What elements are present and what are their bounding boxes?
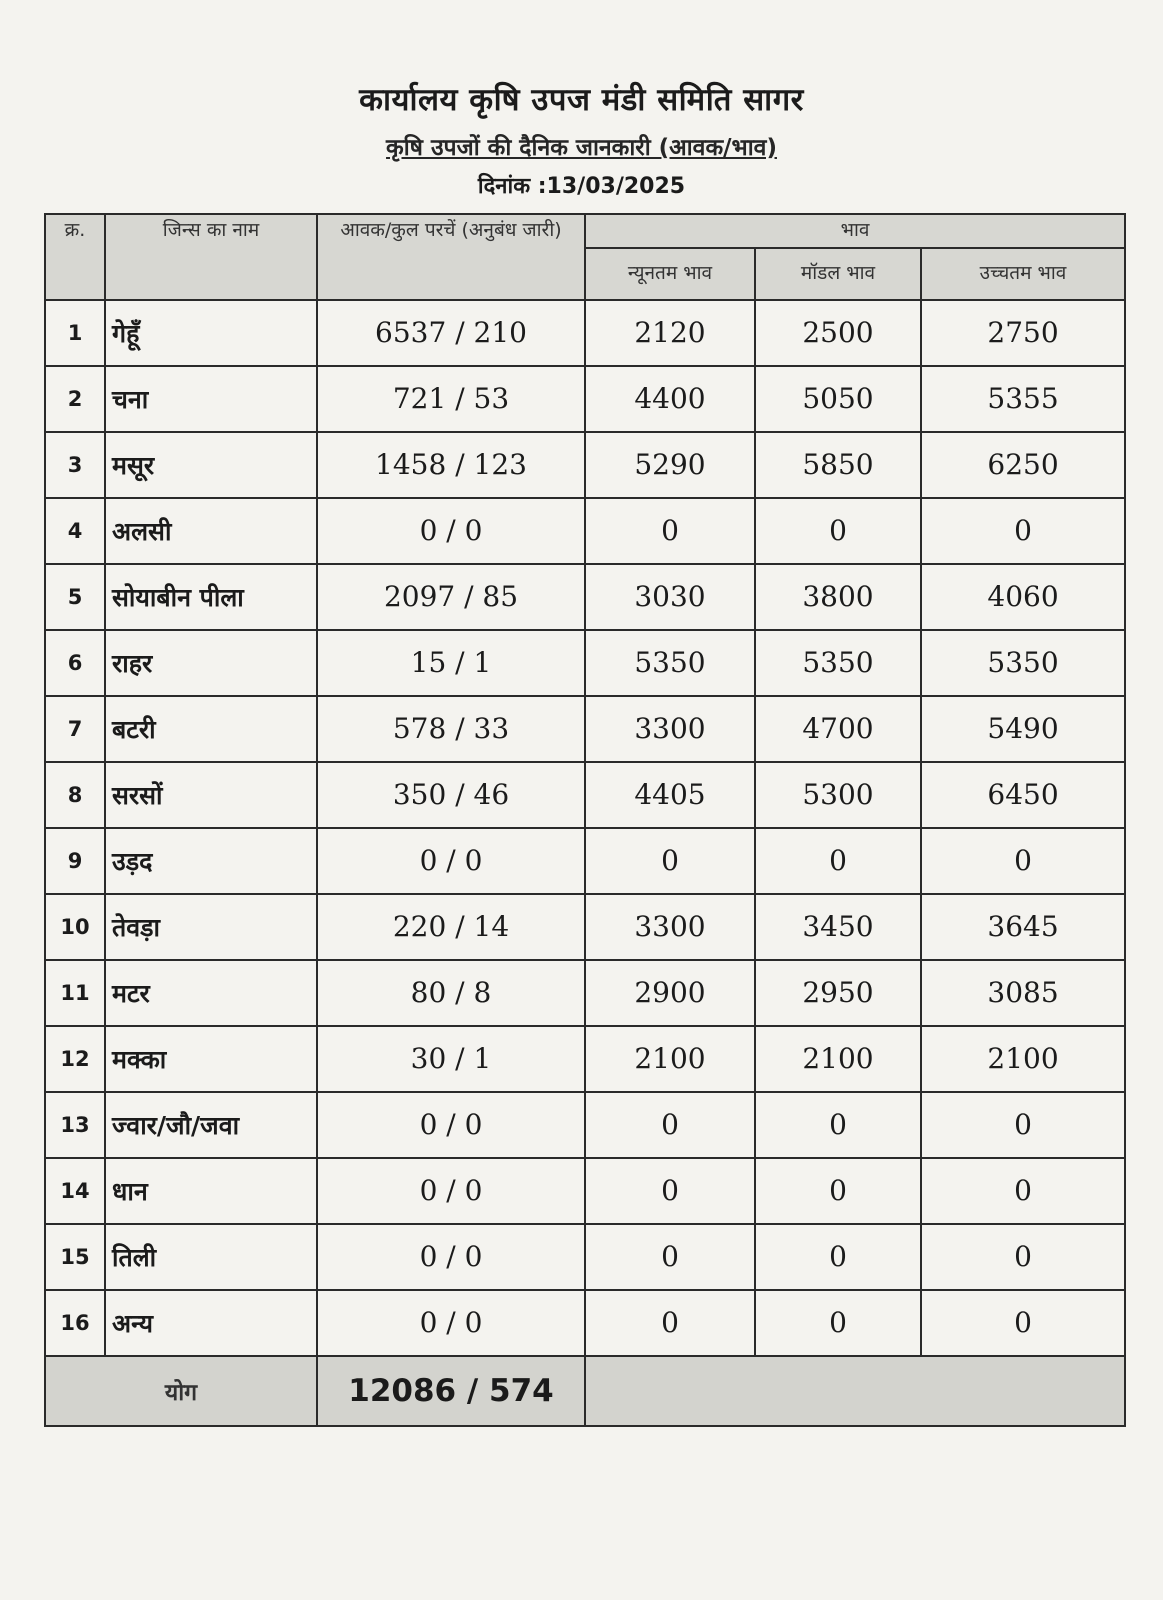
row-arrival: 220 / 14 — [317, 894, 585, 960]
row-max-price: 3645 — [921, 894, 1125, 960]
row-min-price: 0 — [585, 1092, 755, 1158]
row-arrival: 350 / 46 — [317, 762, 585, 828]
table-row — [45, 894, 1125, 960]
row-crop-name: बटरी — [105, 696, 317, 762]
row-max-price: 0 — [921, 1290, 1125, 1356]
total-empty-cell — [585, 1356, 1125, 1426]
row-model-price: 2950 — [755, 960, 921, 1026]
office-title: कार्यालय कृषि उपज मंडी समिति सागर — [359, 82, 804, 118]
row-min-price: 0 — [585, 828, 755, 894]
row-max-price: 0 — [921, 1092, 1125, 1158]
row-arrival: 0 / 0 — [317, 1092, 585, 1158]
row-serial: 4 — [45, 498, 105, 564]
row-model-price: 2100 — [755, 1026, 921, 1092]
row-crop-name: तिली — [105, 1224, 317, 1290]
row-arrival: 578 / 33 — [317, 696, 585, 762]
row-serial: 10 — [45, 894, 105, 960]
row-min-price: 5290 — [585, 432, 755, 498]
table-row — [45, 1158, 1125, 1224]
report-date: दिनांक :13/03/2025 — [477, 174, 686, 199]
row-serial: 11 — [45, 960, 105, 1026]
row-crop-name: मटर — [105, 960, 317, 1026]
row-max-price: 5490 — [921, 696, 1125, 762]
row-crop-name: गेहूँ — [105, 300, 317, 366]
col-header-sn: क्र. — [45, 214, 105, 300]
row-arrival: 0 / 0 — [317, 1290, 585, 1356]
total-row — [45, 1356, 1125, 1426]
row-model-price: 0 — [755, 1158, 921, 1224]
row-serial: 3 — [45, 432, 105, 498]
col-header-min-price: न्यूनतम भाव — [585, 248, 755, 300]
row-crop-name: अलसी — [105, 498, 317, 564]
table-row — [45, 432, 1125, 498]
row-serial: 16 — [45, 1290, 105, 1356]
row-min-price: 2900 — [585, 960, 755, 1026]
row-crop-name: राहर — [105, 630, 317, 696]
table-row — [45, 696, 1125, 762]
row-min-price: 4400 — [585, 366, 755, 432]
table-row — [45, 1224, 1125, 1290]
row-min-price: 0 — [585, 498, 755, 564]
row-max-price: 5350 — [921, 630, 1125, 696]
row-max-price: 5355 — [921, 366, 1125, 432]
row-max-price: 0 — [921, 1224, 1125, 1290]
row-arrival: 30 / 1 — [317, 1026, 585, 1092]
row-min-price: 3030 — [585, 564, 755, 630]
row-max-price: 0 — [921, 498, 1125, 564]
row-min-price: 5350 — [585, 630, 755, 696]
row-model-price: 0 — [755, 1290, 921, 1356]
col-header-model-price: मॉडल भाव — [755, 248, 921, 300]
row-arrival: 2097 / 85 — [317, 564, 585, 630]
row-serial: 5 — [45, 564, 105, 630]
row-arrival: 0 / 0 — [317, 1224, 585, 1290]
row-model-price: 5300 — [755, 762, 921, 828]
mandi-rates-table — [44, 213, 1126, 1427]
row-arrival: 15 / 1 — [317, 630, 585, 696]
row-arrival: 1458 / 123 — [317, 432, 585, 498]
row-crop-name: मसूर — [105, 432, 317, 498]
row-crop-name: अन्य — [105, 1290, 317, 1356]
table-row — [45, 762, 1125, 828]
row-max-price: 6450 — [921, 762, 1125, 828]
row-serial: 15 — [45, 1224, 105, 1290]
row-model-price: 4700 — [755, 696, 921, 762]
row-model-price: 0 — [755, 498, 921, 564]
row-serial: 6 — [45, 630, 105, 696]
row-max-price: 6250 — [921, 432, 1125, 498]
table-row — [45, 1026, 1125, 1092]
row-serial: 7 — [45, 696, 105, 762]
row-serial: 1 — [45, 300, 105, 366]
row-max-price: 4060 — [921, 564, 1125, 630]
row-model-price: 5050 — [755, 366, 921, 432]
row-min-price: 0 — [585, 1290, 755, 1356]
row-serial: 2 — [45, 366, 105, 432]
row-crop-name: चना — [105, 366, 317, 432]
row-crop-name: तेवड़ा — [105, 894, 317, 960]
total-value: 12086 / 574 — [317, 1356, 585, 1426]
table-row — [45, 630, 1125, 696]
row-arrival: 721 / 53 — [317, 366, 585, 432]
row-crop-name: धान — [105, 1158, 317, 1224]
row-model-price: 0 — [755, 1092, 921, 1158]
table-row — [45, 1092, 1125, 1158]
report-subtitle: कृषि उपजों की दैनिक जानकारी (आवक/भाव) — [386, 135, 777, 161]
row-max-price: 3085 — [921, 960, 1125, 1026]
table-row — [45, 1290, 1125, 1356]
row-serial: 14 — [45, 1158, 105, 1224]
row-crop-name: मक्का — [105, 1026, 317, 1092]
row-model-price: 5350 — [755, 630, 921, 696]
row-serial: 8 — [45, 762, 105, 828]
row-crop-name: सरसों — [105, 762, 317, 828]
col-header-arrival: आवक/कुल परचें (अनुबंध जारी) — [317, 214, 585, 300]
col-header-max-price: उच्चतम भाव — [921, 248, 1125, 300]
row-min-price: 3300 — [585, 894, 755, 960]
row-model-price: 0 — [755, 1224, 921, 1290]
table-row — [45, 564, 1125, 630]
col-header-crop: जिन्स का नाम — [105, 214, 317, 300]
row-arrival: 0 / 0 — [317, 828, 585, 894]
row-model-price: 5850 — [755, 432, 921, 498]
row-min-price: 0 — [585, 1224, 755, 1290]
row-model-price: 3450 — [755, 894, 921, 960]
row-model-price: 2500 — [755, 300, 921, 366]
table-row — [45, 828, 1125, 894]
row-min-price: 2120 — [585, 300, 755, 366]
table-row — [45, 300, 1125, 366]
row-serial: 13 — [45, 1092, 105, 1158]
row-crop-name: उड़द — [105, 828, 317, 894]
row-min-price: 2100 — [585, 1026, 755, 1092]
row-arrival: 80 / 8 — [317, 960, 585, 1026]
row-crop-name: सोयाबीन पीला — [105, 564, 317, 630]
row-max-price: 2750 — [921, 300, 1125, 366]
row-max-price: 0 — [921, 828, 1125, 894]
table-body — [45, 300, 1125, 1356]
row-arrival: 0 / 0 — [317, 1158, 585, 1224]
row-model-price: 0 — [755, 828, 921, 894]
row-serial: 12 — [45, 1026, 105, 1092]
total-label: योग — [45, 1356, 317, 1426]
table-row — [45, 498, 1125, 564]
table-row — [45, 960, 1125, 1026]
row-arrival: 6537 / 210 — [317, 300, 585, 366]
row-min-price: 0 — [585, 1158, 755, 1224]
row-max-price: 2100 — [921, 1026, 1125, 1092]
document-header — [0, 78, 1163, 200]
row-serial: 9 — [45, 828, 105, 894]
row-min-price: 4405 — [585, 762, 755, 828]
row-arrival: 0 / 0 — [317, 498, 585, 564]
col-header-price-group: भाव — [585, 214, 1125, 248]
row-crop-name: ज्वार/जौ/जवा — [105, 1092, 317, 1158]
table-row — [45, 366, 1125, 432]
row-model-price: 3800 — [755, 564, 921, 630]
row-min-price: 3300 — [585, 696, 755, 762]
row-max-price: 0 — [921, 1158, 1125, 1224]
